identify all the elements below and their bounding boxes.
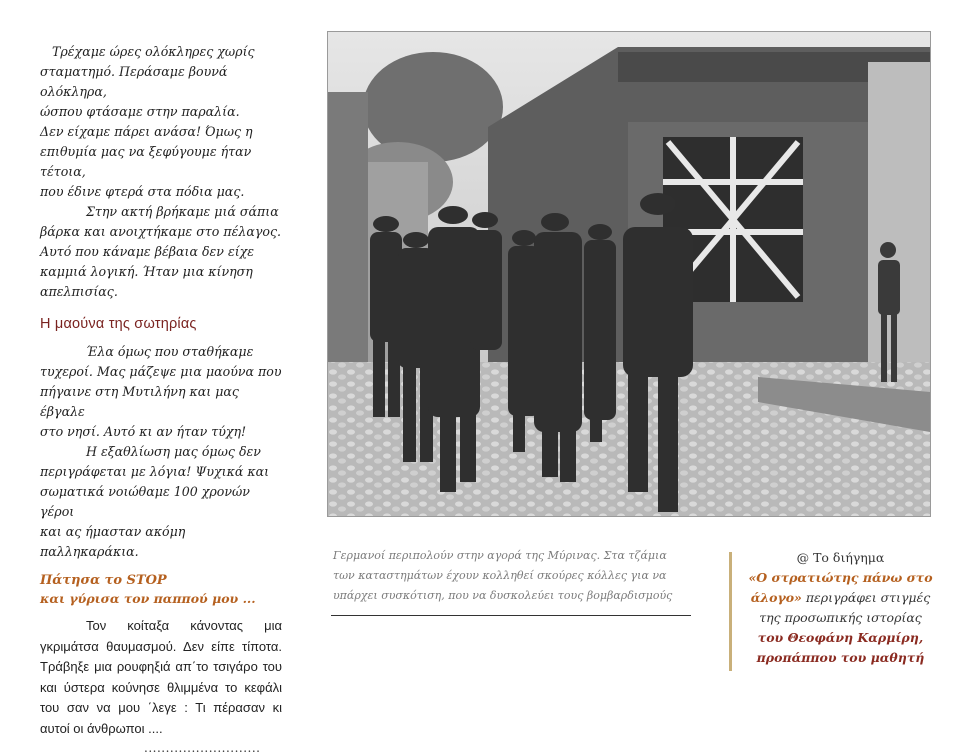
intro-line: επιθυμία μας να ξεφύγουμε ήταν τέτοια,	[40, 144, 252, 179]
photo-illustration	[328, 32, 930, 516]
sidebar-accent-bar	[729, 552, 732, 671]
section-line: τυχεροί. Μας μάζεψε μια μαούνα που	[40, 364, 282, 379]
intro-line: βάρκα και ανοιχτήκαμε στο πέλαγος.	[40, 224, 282, 239]
section-heading: Η μαούνα της σωτηρίας	[40, 316, 197, 332]
intro-line: που έδινε φτερά στα πόδια μας.	[40, 184, 245, 199]
intro-line: σταματημό. Περάσαμε βουνά ολόκληρα,	[40, 64, 228, 99]
author-line: του Θεοφάνη Καρμίρη,	[757, 630, 924, 645]
intro-line: Στην ακτή βρήκαμε μιά σάπια	[86, 204, 279, 219]
ellipsis-divider: ...........................	[144, 741, 261, 755]
intro-line: απελπισίας.	[40, 284, 118, 299]
caption-line: υπάρχει συσκότιση, που να δυσκολεύει τους βομβαρδισμούς	[333, 589, 673, 602]
section-line: Η εξαθλίωση μας όμως δεν	[86, 444, 261, 459]
stop-line-2: και γύρισα τον παππού μου ...	[40, 591, 256, 606]
note-line-6: προπάππου του μαθητή	[756, 650, 925, 665]
section-line: και ας ήμασταν ακόμη παλληκαράκια.	[40, 524, 186, 559]
intro-line: Δεν είχαμε πάρει ανάσα! Όμως η	[40, 124, 253, 139]
left-column	[40, 42, 282, 755]
section-line: Έλα όμως που σταθήκαμε	[86, 344, 254, 359]
note-line-4: της προσωπικής ιστορίας	[759, 610, 922, 625]
photo-caption	[333, 546, 695, 606]
caption-line: των καταστημάτων έχουν κολληθεί σκούρες κόλλες για να	[333, 569, 667, 582]
intro-line: Τρέχαμε ώρες ολόκληρες χωρίς	[52, 44, 255, 59]
section-line: σωματικά νοιώθαμε 100 χρονών γέροι	[40, 484, 250, 519]
note-line-3: περιγράφει στιγμές	[805, 590, 931, 605]
final-paragraph: Τον κοίταξα κάνοντας μια γκριμάτσα θαυμασμού. Δεν είπε τίποτα. Τράβηξε μια ρουφηξιά απ΄το τσιγάρο του και ύστερα κούνησε θλιμμένα το κεφάλι του σαν να μου ΄λεγε : Τι πέρασαν κι αυτοί οι άνθρωποι ....	[40, 618, 282, 736]
caption-line: Γερμανοί περιπολούν στην αγορά της Μύρινας. Στα τζάμια	[333, 549, 667, 562]
section-line: περιγράφεται με λόγια! Ψυχικά και	[40, 464, 270, 479]
section-line: στο νησί. Αυτό κι αν ήταν τύχη!	[40, 424, 247, 439]
sidebar-note	[748, 548, 933, 668]
note-title-line	[748, 568, 933, 608]
intro-line: Αυτό που κάναμε βέβαια δεν είχε	[40, 244, 255, 259]
historical-photo	[327, 31, 931, 517]
stop-line-1: Πάτησα το STOP	[40, 573, 167, 588]
intro-line: ώσπου φτάσαμε στην παραλία.	[40, 104, 240, 119]
note-line-1: @ Το διήγημα	[796, 550, 885, 565]
caption-divider	[331, 615, 691, 616]
intro-line: καμμιά λογική. Ήταν μια κίνηση	[40, 264, 253, 279]
section-line: πήγαινε στη Μυτιλήνη και μας έβγαλε	[40, 384, 239, 419]
story-title: «Ο στρατιώτης πάνω στο άλογο»	[748, 570, 933, 605]
